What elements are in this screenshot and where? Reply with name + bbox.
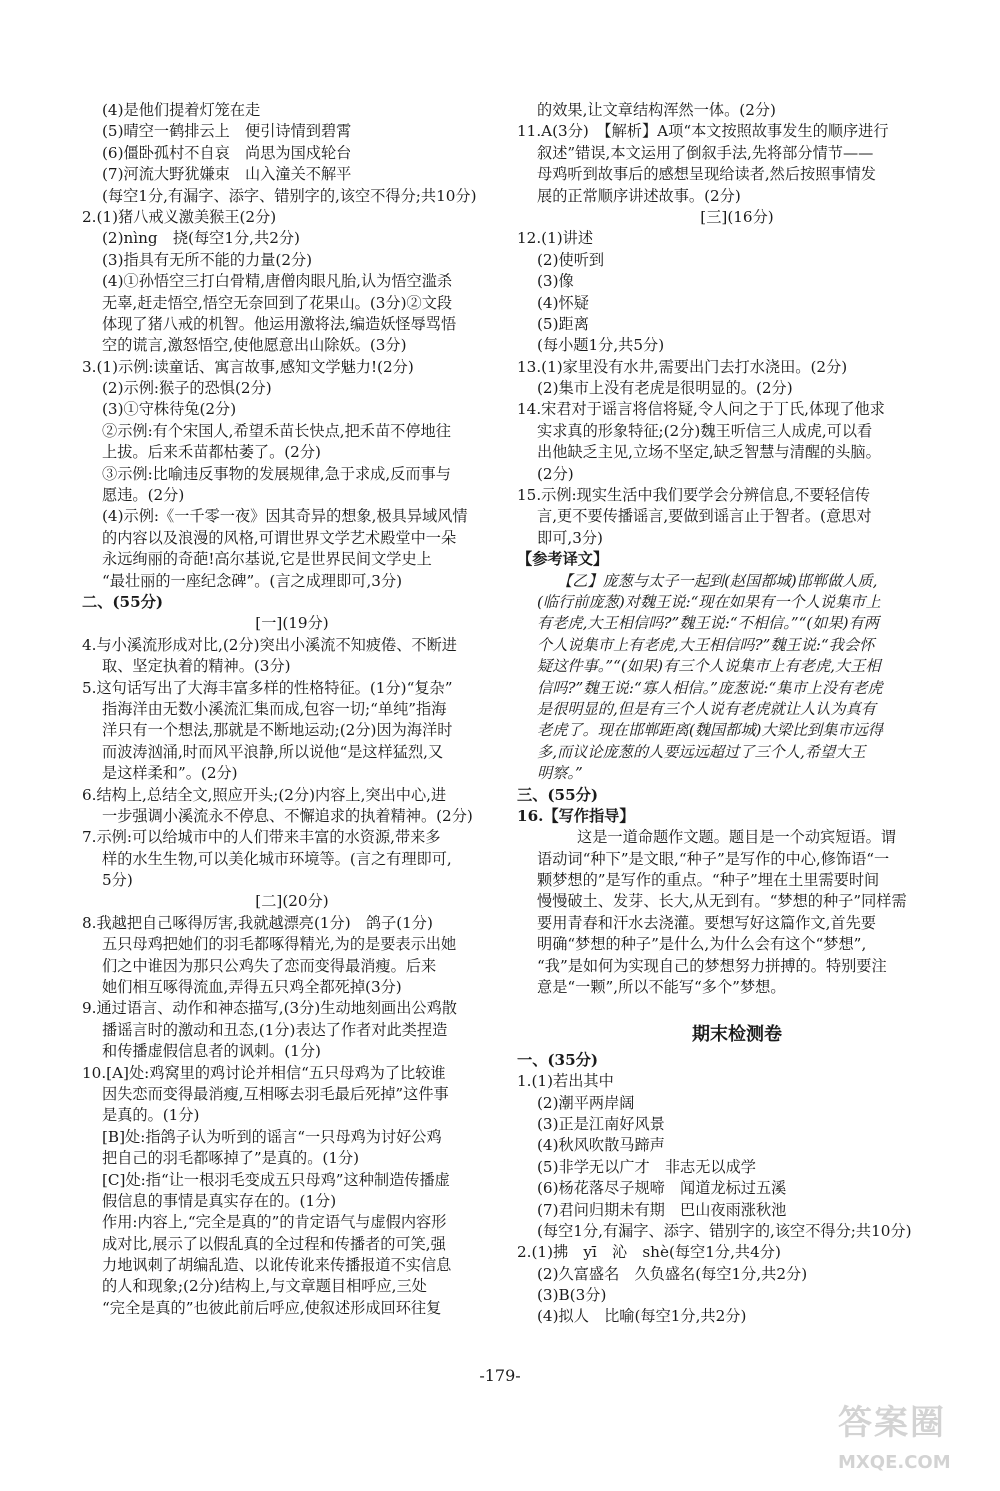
text-line: 意是“一颗”,所以不能写“多个”梦想。 bbox=[537, 978, 786, 997]
text-line: 12.(1)讲述 bbox=[517, 229, 594, 248]
text-line: 1.(1)若出其中 bbox=[517, 1072, 614, 1091]
text-line: 即可,3分) bbox=[537, 528, 603, 547]
text-line: 疑这件事。”“(如果)有三个人说集市上有老虎,大王相 bbox=[537, 657, 881, 676]
text-line: 11.A(3分) 【解析】A项“本文按照故事发生的顺序进行 bbox=[517, 122, 889, 141]
text-line: 三、(55分) bbox=[517, 785, 599, 804]
text-line: 因失恋而变得最消瘦,互相啄去羽毛最后死掉”这件事 bbox=[102, 1084, 449, 1103]
text-line: (临行前庞葱)对魏王说:“现在如果有一个人说集市上 bbox=[537, 592, 881, 611]
text-line: (4)怀疑 bbox=[537, 293, 589, 312]
text-line: [C]处:指“让一根羽毛变成五只母鸡”这种制造传播虚 bbox=[102, 1170, 450, 1189]
text-line: 这是一道命题作文题。题目是一个动宾短语。谓 bbox=[577, 828, 896, 847]
text-line: “最壮丽的一座纪念碑”。(言之成理即可,3分) bbox=[102, 571, 403, 590]
text-line: 慢慢破土、发芽、长大,从无到有。“梦想的种子”同样需 bbox=[537, 892, 907, 911]
text-line: (3)①守株待兔(2分) bbox=[102, 400, 237, 419]
text-line: 她们相互啄得流血,弄得五只鸡全都死掉(3分) bbox=[102, 978, 402, 997]
text-line: (3)B(3分) bbox=[537, 1286, 607, 1305]
text-line: 5.这句话写出了大海丰富多样的性格特征。(1分)“复杂” bbox=[82, 678, 453, 697]
watermark-bottom-text: MXQE.COM bbox=[838, 1452, 951, 1473]
text-line: (7)君问归期未有期 巴山夜雨涨秋池 bbox=[537, 1200, 787, 1219]
text-line: 力地讽刺了胡编乱造、以讹传讹来传播报道不实信息 bbox=[102, 1256, 452, 1275]
text-line: 实求真的形象特征;(2分)魏王听信三人成虎,可以看 bbox=[537, 421, 873, 440]
text-line: 的人和现象;(2分)结构上,与文章题目相呼应,三处 bbox=[102, 1277, 427, 1296]
text-line: 而波涛汹涌,时而风平浪静,所以说他“是这样猛烈,又 bbox=[102, 742, 444, 761]
right-column bbox=[517, 100, 957, 1328]
text-line: ③示例:比喻违反事物的发展规律,急于求成,反而事与 bbox=[102, 464, 451, 483]
text-line: 3.(1)示例:读童话、寓言故事,感知文学魅力!(2分) bbox=[82, 357, 414, 376]
text-line: 6.结构上,总结全文,照应开头;(2分)内容上,突出中心,进 bbox=[82, 785, 447, 804]
text-line: 15.示例:现实生活中我们要学会分辨信息,不要轻信传 bbox=[517, 486, 871, 505]
text-line: (2)示例:猴子的恐惧(2分) bbox=[102, 379, 272, 398]
text-line: 4.与小溪流形成对比,(2分)突出小溪流不知疲倦、不断进 bbox=[82, 635, 457, 654]
text-line: 体现了猪八戒的机智。他运用激将法,编造妖怪辱骂悟 bbox=[102, 314, 457, 333]
text-line: “完全是真的”也彼此前后呼应,使叙述形成回环往复 bbox=[102, 1298, 442, 1317]
text-line: 叙述”错误,本文运用了倒叙手法,先将部分情节—— bbox=[537, 143, 874, 162]
text-line: 永远绚丽的奇葩!高尔基说,它是世界民间文学史上 bbox=[102, 550, 432, 569]
text-line: 9.通过语言、动作和神态描写,(3分)生动地刻画出公鸡散 bbox=[82, 999, 457, 1018]
text-line: (2分) bbox=[537, 464, 574, 483]
text-line: (每空1分,有漏字、添字、错别字的,该空不得分;共10分) bbox=[102, 186, 477, 205]
text-line: 2.(1)拂 yī 沁 shè(每空1分,共4分) bbox=[517, 1243, 781, 1262]
text-line: 母鸡听到故事后的感想呈现给读者,然后按照事情发 bbox=[537, 165, 876, 184]
text-line: [一](19分) bbox=[255, 614, 329, 633]
text-line: 【乙】庞葱与太子一起到(赵国都城)邯郸做人质, bbox=[557, 571, 878, 590]
text-line: 14.宋君对于谣言将信将疑,令人问之于丁氏,体现了他求 bbox=[517, 400, 885, 419]
watermark-top-text: 答案圈 bbox=[838, 1403, 946, 1443]
text-line: 把自己的羽毛都啄掉了”是真的。(1分) bbox=[102, 1149, 360, 1168]
text-line: 成对比,展示了以假乱真的全过程和传播者的可笑,强 bbox=[102, 1234, 446, 1253]
text-line: (5)晴空一鹤排云上 便引诗情到碧霄 bbox=[102, 122, 352, 141]
text-line: (2)nìng 挠(每空1分,共2分) bbox=[102, 229, 300, 248]
text-line: 取、坚定执着的精神。(3分) bbox=[102, 657, 291, 676]
text-line: 二、(55分) bbox=[82, 592, 164, 611]
text-line: 样的水生生物,可以美化城市环境等。(言之有理即可, bbox=[102, 849, 452, 868]
text-line: 愿违。(2分) bbox=[102, 486, 185, 505]
text-line: (6)僵卧孤村不自哀 尚思为国戍轮台 bbox=[102, 143, 352, 162]
text-line: 5分) bbox=[102, 871, 133, 890]
text-line: 的效果,让文章结构浑然一体。(2分) bbox=[537, 101, 776, 119]
watermark-logo bbox=[838, 1395, 988, 1485]
text-line: (4)秋风吹散马蹄声 bbox=[537, 1136, 665, 1155]
text-line: 上拔。后来禾苗都枯萎了。(2分) bbox=[102, 443, 321, 462]
text-line: (每小题1分,共5分) bbox=[537, 336, 665, 355]
text-line: [B]处:指鸽子认为听到的谣言“一只母鸡为讨好公鸡 bbox=[102, 1127, 442, 1146]
text-line: 明察。” bbox=[537, 764, 583, 783]
text-line: ②示例:有个宋国人,希望禾苗长快点,把禾苗不停地往 bbox=[102, 421, 451, 440]
text-line: 老虎了。现在邯郸距离(魏国都城)大梁比到集市远得 bbox=[537, 721, 883, 740]
text-line: 作用:内容上,“完全是真的”的肯定语气与虚假内容形 bbox=[102, 1213, 447, 1232]
text-line: (7)河流大野犹嫌束 山入潼关不解平 bbox=[102, 165, 352, 184]
text-line: 信吗?”魏王说:“寡人相信。”庞葱说:“集市上没有老虎 bbox=[537, 678, 883, 697]
text-line: 播谣言时的激动和丑态,(1分)表达了作者对此类捏造 bbox=[102, 1020, 448, 1039]
text-line: (每空1分,有漏字、添字、错别字的,该空不得分;共10分) bbox=[537, 1221, 912, 1240]
text-line: 2.(1)猪八戒义激美猴王(2分) bbox=[82, 207, 277, 226]
text-line: “我”是如何为实现自己的梦想努力拼搏的。特别要注 bbox=[537, 956, 887, 975]
text-line: 13.(1)家里没有水井,需要出门去打水浇田。(2分) bbox=[517, 357, 848, 376]
text-line: 洋只有一个想法,那就是不断地运动;(2分)因为海洋时 bbox=[102, 721, 453, 740]
text-line: 们之中谁因为那只公鸡失了恋而变得最消瘦。后来 bbox=[102, 956, 437, 975]
text-line: (4)是他们提着灯笼在走 bbox=[102, 101, 261, 119]
text-line: [三](16分) bbox=[700, 207, 774, 226]
text-line: 【参考译文】 bbox=[517, 550, 609, 569]
text-line: 有老虎,大王相信吗?”魏王说:“不相信。”“(如果)有两 bbox=[537, 614, 879, 633]
text-line: 颗梦想的”是写作的重点。“种子”埋在土里需要时间 bbox=[537, 871, 880, 890]
text-line: (3)指具有无所不能的力量(2分) bbox=[102, 250, 313, 269]
text-line: 一、(35分) bbox=[517, 1050, 599, 1069]
text-line: (4)拟人 比喻(每空1分,共2分) bbox=[537, 1307, 747, 1326]
text-line: 五只母鸡把她们的羽毛都啄得精光,为的是要表示出她 bbox=[102, 935, 457, 954]
text-line: (3)像 bbox=[537, 272, 574, 291]
text-line: 7.示例:可以给城市中的人们带来丰富的水资源,带来多 bbox=[82, 828, 441, 847]
text-line: 展的正常顺序讲述故事。(2分) bbox=[537, 186, 741, 205]
text-line: (5)非学无以广才 非志无以成学 bbox=[537, 1157, 756, 1176]
text-line: (4)示例:《一千零一夜》因其奇异的想象,极具异域风情 bbox=[102, 507, 468, 526]
text-line: 语动词“种下”是文眼,“种子”是写作的中心,修饰语“一 bbox=[537, 849, 890, 868]
text-line: (2)集市上没有老虎是很明显的。(2分) bbox=[537, 379, 793, 398]
page-number: -179- bbox=[479, 1366, 521, 1385]
text-line: (4)①孙悟空三打白骨精,唐僧肉眼凡胎,认为悟空滥杀 bbox=[102, 272, 453, 291]
text-line: (2)使听到 bbox=[537, 250, 605, 269]
text-line: (6)杨花落尽子规啼 闻道龙标过五溪 bbox=[537, 1179, 787, 1198]
text-line: 和传播虚假信息者的讽刺。(1分) bbox=[102, 1042, 321, 1061]
text-line: (5)距离 bbox=[537, 314, 589, 333]
text-line: 言,更不要传播谣言,要做到谣言止于智者。(意思对 bbox=[537, 507, 872, 526]
text-line: 出他缺乏主见,立场不坚定,缺乏智慧与清醒的头脑。 bbox=[537, 443, 881, 462]
section-title: 期末检测卷 bbox=[692, 1023, 782, 1045]
text-line: 指海洋由无数小溪流汇集而成,包容一切;“单纯”指海 bbox=[102, 699, 447, 718]
text-line: 的内容以及浪漫的风格,可谓世界文学艺术殿堂中一朵 bbox=[102, 528, 457, 547]
text-line: 个人说集市上有老虎,大王相信吗?”魏王说:“我会怀 bbox=[537, 635, 875, 654]
text-line: 16.【写作指导】 bbox=[517, 806, 635, 825]
text-line: 假信息的事情是真实存在的。(1分) bbox=[102, 1191, 337, 1210]
text-line: 无辜,赶走悟空,悟空无奈回到了花果山。(3分)②文段 bbox=[102, 293, 453, 312]
text-line: 8.我越把自己啄得厉害,我就越漂亮(1分) 鸽子(1分) bbox=[82, 913, 433, 932]
text-line bbox=[517, 998, 957, 1019]
text-line: (2)久富盛名 久负盛名(每空1分,共2分) bbox=[537, 1264, 808, 1283]
text-line: (3)正是江南好风景 bbox=[537, 1114, 665, 1133]
text-line: 是很明显的,但是有三个人说有老虎就让人认为真有 bbox=[537, 699, 876, 718]
text-line: 10.[A]处:鸡窝里的鸡讨论并相信“五只母鸡为了比较谁 bbox=[82, 1063, 446, 1082]
text-line: 明确“梦想的种子”是什么,为什么会有这个“梦想”, bbox=[537, 935, 867, 954]
text-line: 是真的。(1分) bbox=[102, 1106, 200, 1125]
text-line: 多,而议论庞葱的人要远远超过了三个人,希望大王 bbox=[537, 742, 866, 761]
text-line: [二](20分) bbox=[255, 892, 329, 911]
text-line: 空的谎言,激怒悟空,使他愿意出山除妖。(3分) bbox=[102, 336, 407, 355]
text-line: 是这样柔和”。(2分) bbox=[102, 764, 238, 783]
left-column bbox=[82, 100, 502, 1319]
text-line: (2)潮平两岸阔 bbox=[537, 1093, 635, 1112]
text-line: 要用青春和汗水去浇灌。要想写好这篇作文,首先要 bbox=[537, 913, 876, 932]
text-line: 一步强调小溪流永不停息、不懈追求的执着精神。(2分) bbox=[102, 806, 473, 825]
